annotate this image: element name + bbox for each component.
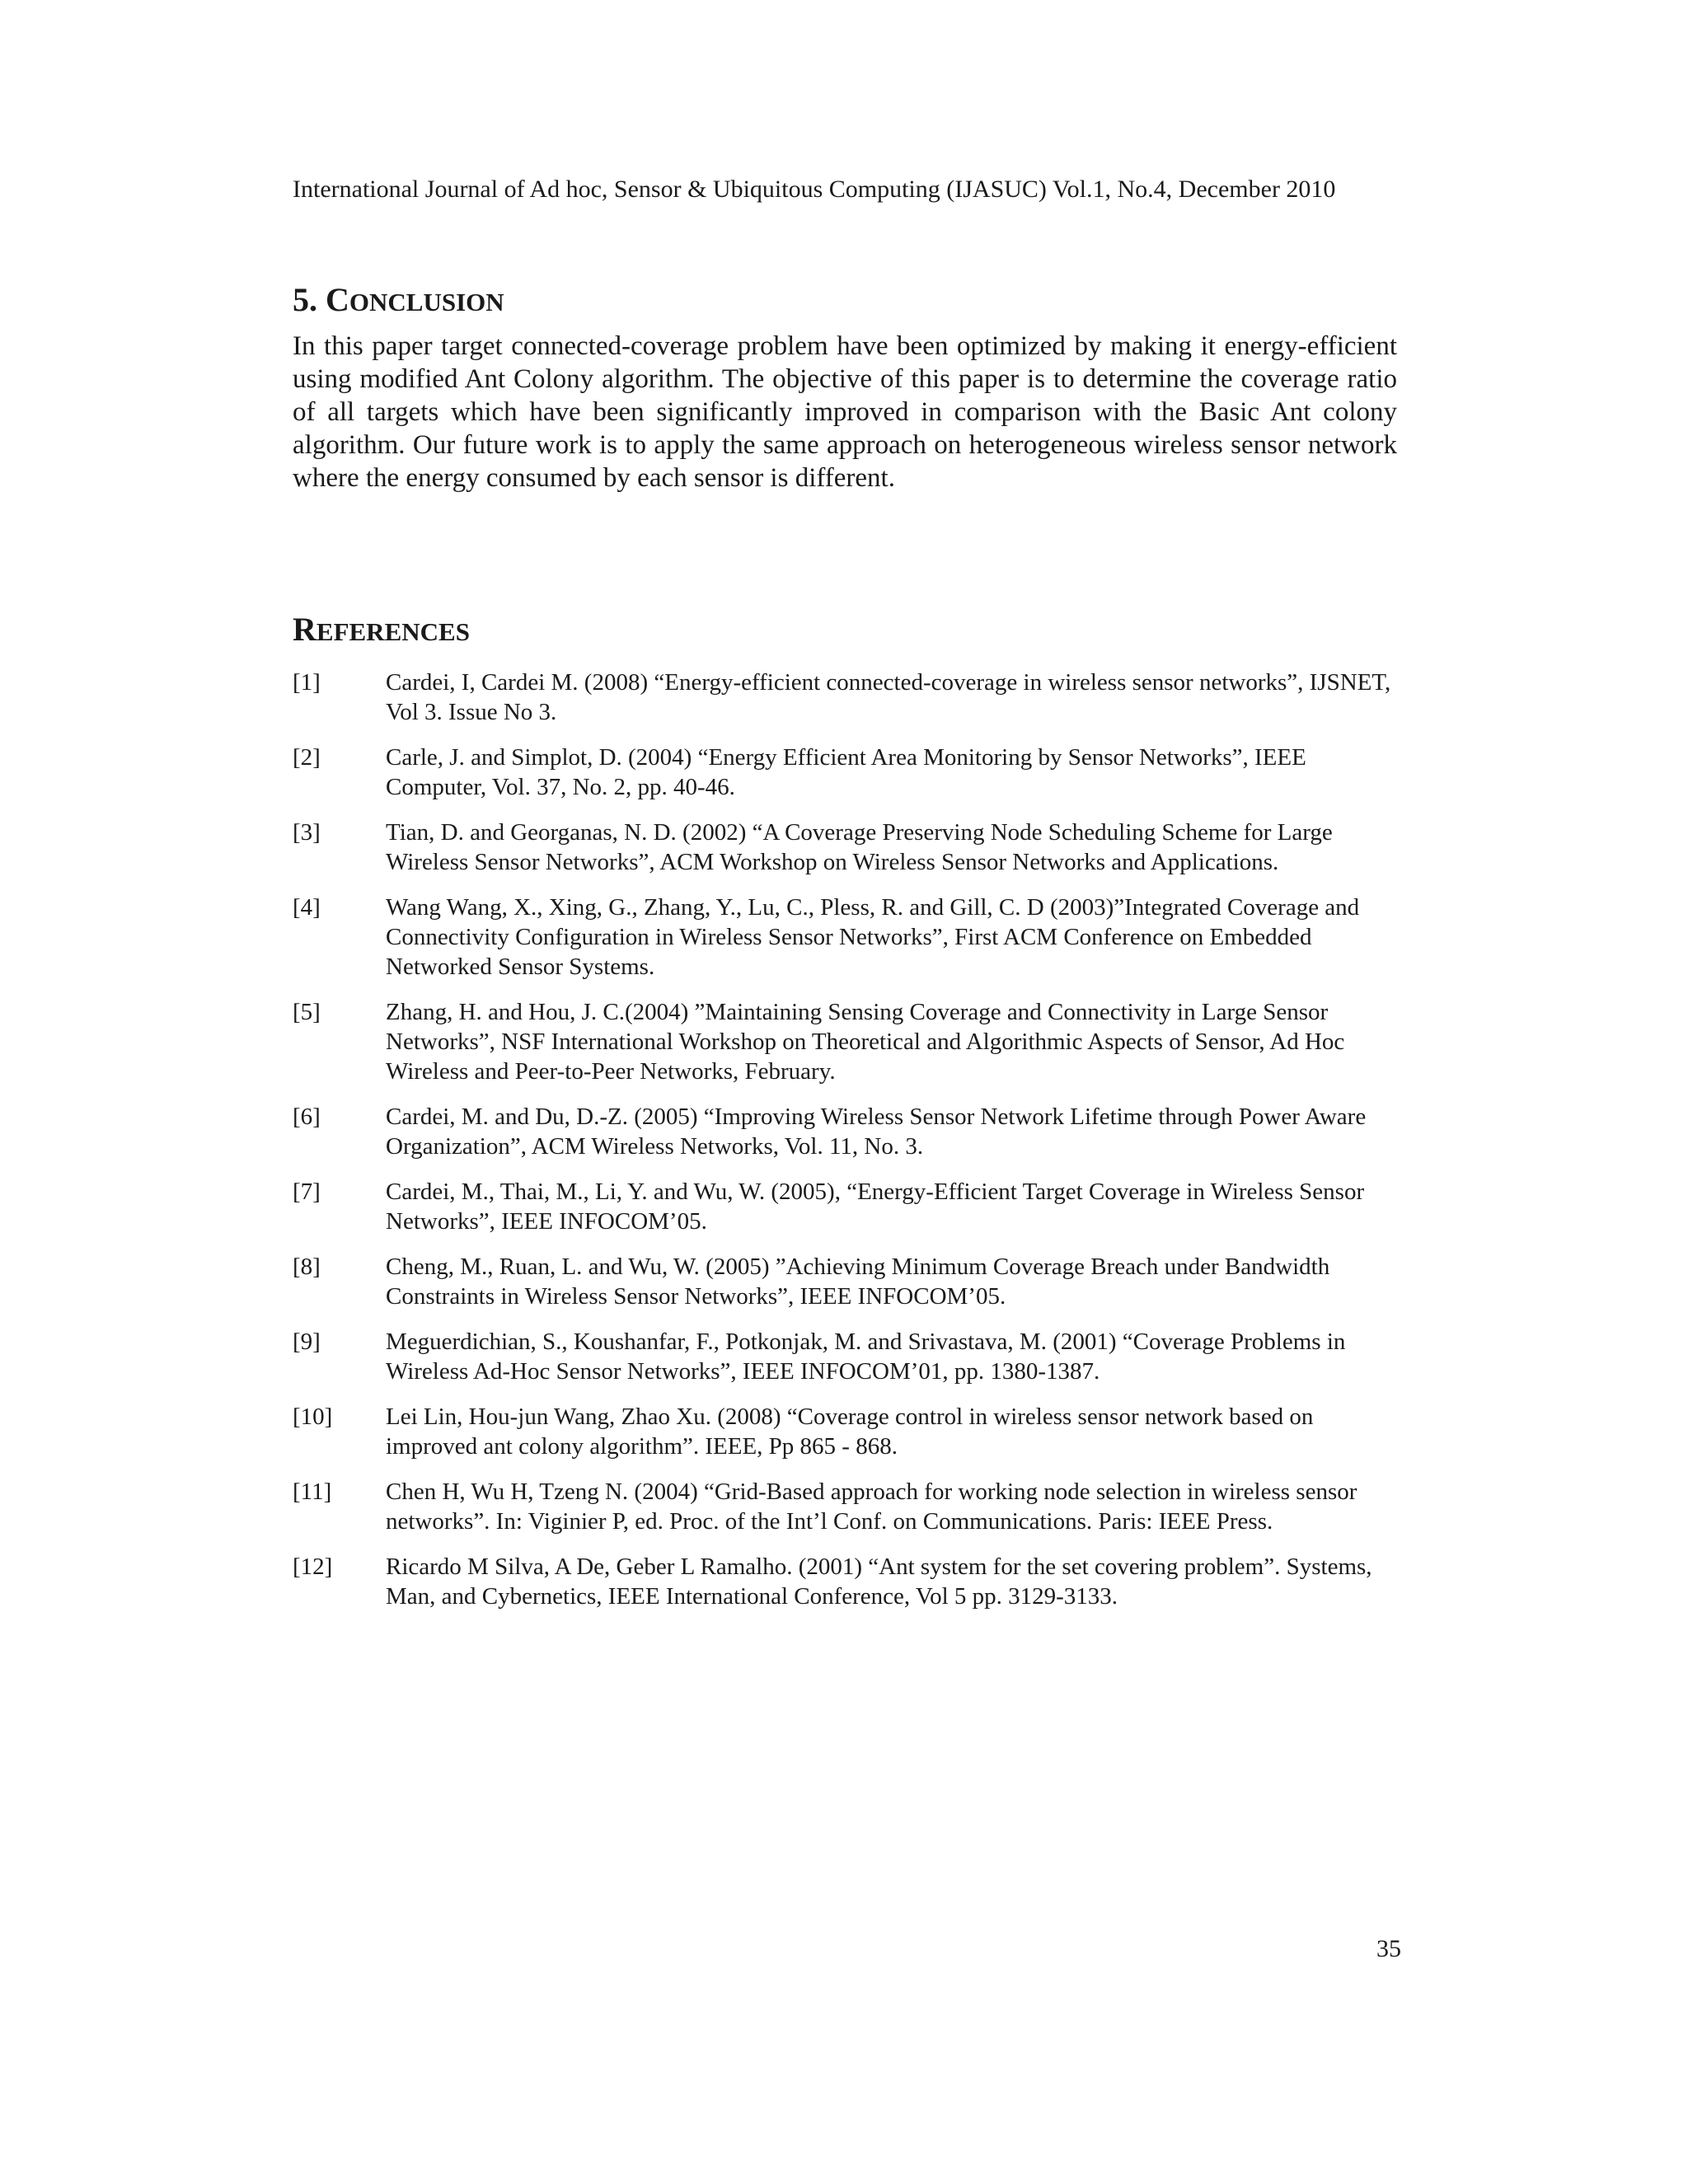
reference-number: [6] bbox=[293, 1104, 321, 1130]
reference-text: Chen H, Wu H, Tzeng N. (2004) “Grid-Based approach for working node selection in wireless sensor networks”. In: Viginier P, ed. Proc. of the Int’l Conf. on Communications. Paris: IEEE Press. bbox=[386, 1479, 1357, 1535]
reference-number: [7] bbox=[293, 1179, 321, 1205]
reference-item bbox=[293, 743, 1401, 802]
reference-text: Carle, J. and Simplot, D. (2004) “Energy Efficient Area Monitoring by Sensor Networks”, IEEE Computer, Vol. 37, No. 2, pp. 40-46. bbox=[386, 744, 1306, 800]
reference-number: [2] bbox=[293, 744, 321, 771]
reference-number: [3] bbox=[293, 819, 321, 846]
conclusion-heading-initial: C bbox=[326, 281, 349, 318]
reference-text: Meguerdichian, S., Koushanfar, F., Potkonjak, M. and Srivastava, M. (2001) “Coverage Problems in Wireless Ad-Hoc Sensor Networks”, IEEE INFOCOM’01, pp. 1380-1387. bbox=[386, 1329, 1346, 1385]
reference-number: [1] bbox=[293, 669, 321, 696]
reference-item bbox=[293, 997, 1401, 1086]
reference-item bbox=[293, 1177, 1401, 1236]
conclusion-heading-number: 5. bbox=[293, 281, 326, 318]
reference-item bbox=[293, 1552, 1401, 1611]
reference-text: Tian, D. and Georganas, N. D. (2002) “A Coverage Preserving Node Scheduling Scheme for Large Wireless Sensor Networks”, ACM Workshop on Wireless Sensor Networks and Applications. bbox=[386, 819, 1333, 875]
reference-item bbox=[293, 1252, 1401, 1311]
reference-item bbox=[293, 1477, 1401, 1536]
reference-item bbox=[293, 1402, 1401, 1461]
references-heading bbox=[293, 610, 470, 652]
reference-text: Cardei, I, Cardei M. (2008) “Energy-efficient connected-coverage in wireless sensor networks”, IJSNET, Vol 3. Issue No 3. bbox=[386, 669, 1391, 725]
reference-text: Cardei, M. and Du, D.-Z. (2005) “Improving Wireless Sensor Network Lifetime through Power Aware Organization”, ACM Wireless Networks, Vol. 11, No. 3. bbox=[386, 1104, 1367, 1160]
reference-item bbox=[293, 818, 1401, 877]
running-header: International Journal of Ad hoc, Sensor & Ubiquitous Computing (IJASUC) Vol.1, No.4, December 2010 bbox=[293, 176, 1336, 203]
reference-number: [4] bbox=[293, 894, 321, 921]
reference-number: [5] bbox=[293, 999, 321, 1025]
references-heading-rest: EFERENCES bbox=[316, 617, 470, 646]
conclusion-paragraph: In this paper target connected-coverage problem have been optimized by making it energy-efficient using modified Ant Colony algorithm. The objective of this paper is to determine the coverage ratio of all targets which have been significantly improved in comparison with the Basic Ant colony algorithm. Our future work is to apply the same approach on heterogeneous wireless sensor network where the energy consumed by each sensor is different. bbox=[293, 331, 1397, 493]
reference-text: Cardei, M., Thai, M., Li, Y. and Wu, W. (2005), “Energy-Efficient Target Coverage in Wireless Sensor Networks”, IEEE INFOCOM’05. bbox=[386, 1179, 1365, 1235]
references-heading-initial: R bbox=[293, 611, 316, 648]
reference-text: Lei Lin, Hou-jun Wang, Zhao Xu. (2008) “Coverage control in wireless sensor network based on improved ant colony algorithm”. IEEE, Pp 865 - 868. bbox=[386, 1404, 1314, 1460]
references-list bbox=[293, 668, 1401, 1627]
reference-number: [9] bbox=[293, 1329, 321, 1355]
reference-number: [10] bbox=[293, 1404, 333, 1430]
page-number: 35 bbox=[1376, 1935, 1401, 1962]
conclusion-heading bbox=[293, 280, 504, 322]
reference-number: [12] bbox=[293, 1554, 333, 1580]
conclusion-heading-rest: ONCLUSION bbox=[349, 288, 504, 316]
reference-number: [11] bbox=[293, 1479, 332, 1505]
reference-text: Wang Wang, X., Xing, G., Zhang, Y., Lu, C., Pless, R. and Gill, C. D (2003)”Integrated Coverage and Connectivity Configuration in Wireless Sensor Networks”, First ACM Conference on Embedded Networked Sensor Systems. bbox=[386, 894, 1360, 980]
reference-item bbox=[293, 893, 1401, 982]
reference-text: Ricardo M Silva, A De, Geber L Ramalho. (2001) “Ant system for the set covering problem”. Systems, Man, and Cybernetics, IEEE International Conference, Vol 5 pp. 3129-3133. bbox=[386, 1554, 1372, 1610]
reference-text: Zhang, H. and Hou, J. C.(2004) ”Maintaining Sensing Coverage and Connectivity in Large Sensor Networks”, NSF International Workshop on Theoretical and Algorithmic Aspects of Sensor, Ad Hoc Wireless and Peer-to-Peer Networks, February. bbox=[386, 999, 1345, 1085]
reference-item bbox=[293, 1102, 1401, 1161]
reference-item bbox=[293, 1327, 1401, 1386]
reference-number: [8] bbox=[293, 1254, 321, 1280]
reference-item bbox=[293, 668, 1401, 727]
reference-text: Cheng, M., Ruan, L. and Wu, W. (2005) ”Achieving Minimum Coverage Breach under Bandwidth Constraints in Wireless Sensor Networks”, IEEE INFOCOM’05. bbox=[386, 1254, 1330, 1310]
